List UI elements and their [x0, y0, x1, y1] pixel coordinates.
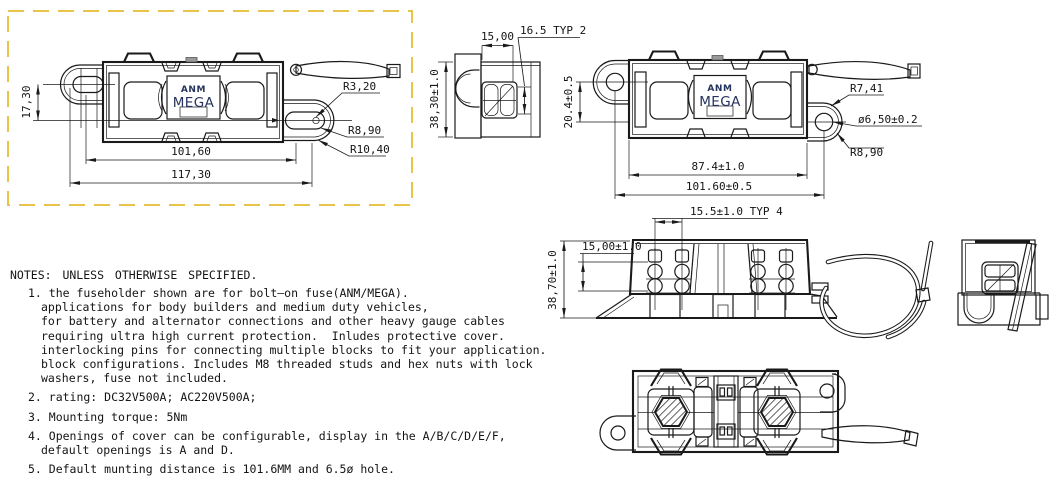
dim-stud-spacing: 15.5±1.0 TYP 4 [690, 205, 783, 218]
side-strap-view [958, 240, 1048, 331]
dim-stud-height: 15,00±1.0 [582, 240, 642, 253]
note-line: 4. Openings of cover can be configurable, display in the A/B/C/D/E/F, [28, 428, 506, 443]
note-line: 1. the fuseholder shown are for bolt—on fuse(ANM/MEGA). [28, 286, 409, 300]
note-line: for battery and alternator connections and other heavy gauge cables [41, 314, 505, 329]
fuse-label-anm: ANM [180, 85, 207, 95]
note-item-1 [10, 286, 555, 385]
notes-block [10, 268, 555, 476]
dim-radius-tab: R7,41 [850, 82, 884, 95]
hex-nut-right [754, 386, 800, 438]
note-line: default openings is A and D. [41, 443, 235, 458]
fuse-label-mega: MEGA [699, 94, 741, 110]
stud-group-right [749, 248, 795, 310]
dim-typ2: 16.5 TYP 2 [520, 24, 587, 37]
hex-nut-left [648, 386, 694, 438]
note-line: washers, fuse not included. [41, 371, 228, 386]
note-item-3 [10, 410, 555, 424]
note-item-4 [10, 429, 555, 457]
dim-height: 38,30±1.0 [428, 69, 441, 129]
wire-loop [822, 243, 931, 337]
dim-hole-offset: 20.4±0.5 [562, 75, 575, 129]
dim-mounting: 101,60 [171, 145, 211, 158]
cover-latch [186, 58, 197, 63]
front-reference-view [8, 11, 412, 205]
elevation-view [546, 205, 931, 337]
dim-radius-outer: R8,90 [850, 146, 884, 159]
fuse-label-mega: MEGA [172, 95, 215, 111]
dim-nut-width: 15,00 [480, 30, 515, 43]
bottom-view [600, 370, 918, 455]
dim-hole-dia: ø6,50±0.2 [858, 113, 918, 126]
dim-radius-mid: R8,90 [348, 124, 382, 137]
front-toleranced-view [562, 52, 922, 200]
dim-radius-slot: R3,20 [343, 80, 377, 93]
note-line: 2. rating: DC32V500A; AC220V500A; [28, 390, 257, 405]
cover-latch [712, 56, 723, 61]
note-line: requiring ultra high current protection. Inludes protective cover. [41, 328, 505, 343]
note-line: interlocking pins for connecting multiple blocks to fit your application. [41, 342, 547, 357]
note-line: block configurations. Includes M8 threaded studs and hex nuts with lock [41, 357, 533, 372]
note-line: applications for body builders and medium duty vehicles, [41, 300, 429, 315]
notes-heading: NOTES: UNLESS OTHERWISE SPECIFIED. [10, 268, 258, 282]
dim-height: 38,70±1.0 [546, 250, 559, 310]
dim-body: 87.4±1.0 [691, 160, 745, 173]
dim-hole-offset: 17,30 [20, 85, 33, 119]
fuse-label-anm: ANM [707, 84, 733, 94]
dim-mounting: 101.60±0.5 [685, 180, 753, 193]
dim-overall: 117,30 [171, 168, 211, 181]
note-line: 3. Mounting torque: 5Nm [28, 409, 188, 424]
note-item-5 [10, 462, 555, 476]
note-item-2 [10, 390, 555, 404]
dim-radius-outer: R10,40 [350, 143, 390, 156]
note-line: 5. Default munting distance is 101.6MM and 6.5ø hole. [28, 462, 395, 477]
stud-group-left [646, 248, 691, 310]
